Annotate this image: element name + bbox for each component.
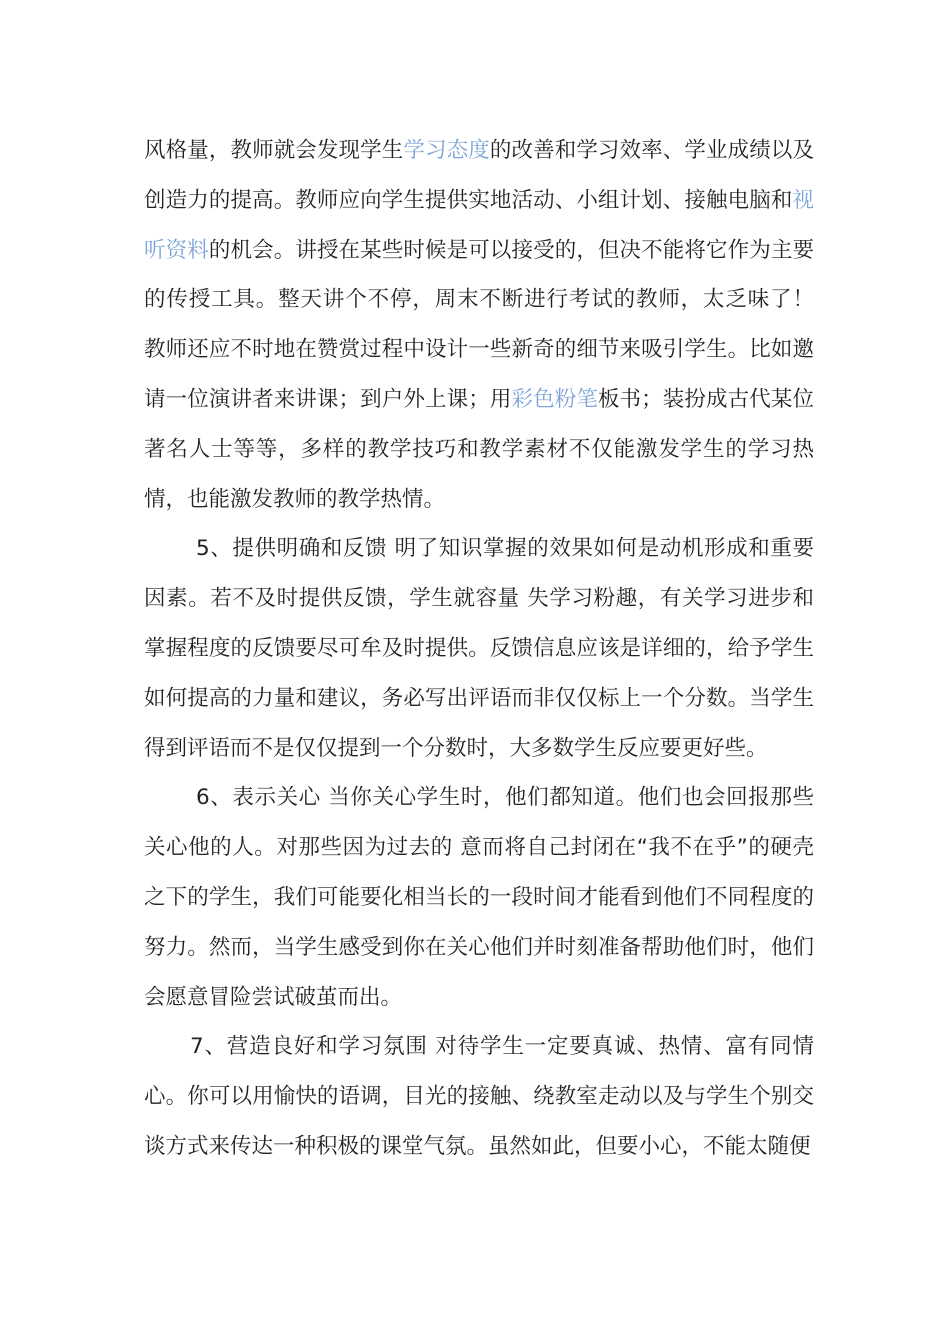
paragraph-3 — [144, 773, 814, 1022]
paragraph-text: 5、提供明确和反馈 明了知识掌握的效果如何是动机形成和重要因素。若不及时提供反馈，学生就容量 失学习粉趣，有关学习进步和掌握程度的反馈要尽可牟及时提供。反馈信息应该是详细的，给予学生如何提高的力量和建议，务必写出评语而非仅仅标上一个分数。当学生得到评语而不是仅仅提到一个分数时，大多数学生反应要更好些。 — [144, 536, 814, 761]
paragraph-2 — [144, 524, 814, 773]
paragraph-4 — [144, 1022, 814, 1171]
paragraph-text: 6、表示关心 当你关心学生时，他们都知道。他们也会回报那些关心他的人。对那些因为过去的 意而将自己封闭在“我不在乎”的硬壳之下的学生，我们可能要化相当长的一段时间才能看到他们不同程度的努力。然而，当学生感受到你在关心他们并时刻准备帮助他们时，他们会愿意冒险尝试破茧而出。 — [144, 785, 814, 1010]
link-shiting-ziliao[interactable]: 视听资料 — [144, 187, 814, 263]
link-caise-fenbi[interactable]: 彩色粉笔 — [511, 386, 598, 412]
link-xuexi-taidu[interactable]: 学习态度 — [403, 138, 490, 163]
paragraph-text: 风格量，教师就会发现学生 — [144, 138, 404, 163]
paragraph-text: 板书；装扮成古代某位著名人士等等，多样的教学技巧和教学素材不仅能激发学生的学习热情，也能激发教师的教学热情。 — [144, 386, 814, 512]
paragraph-text: 的改善和学习效率、学业成绩以及创造力的提高。教师应向学生提供实地活动、小组计划、接触电脑和 — [144, 138, 814, 213]
paragraph-text: 的机会。讲授在某些时候是可以接受的，但决不能将它作为主要的传授工具。整天讲个不停，周末不断进行考试的教师，太乏味了！ 教师还应不时地在赞赏过程中设计一些新奇的细节来吸引学生。比如邀请一位演讲者来讲课；到户外上课；用 — [144, 237, 814, 412]
paragraph-text: 7、营造良好和学习氛围 对待学生一定要真诚、热情、富有同情心。你可以用愉快的语调，目光的接触、绕教室走动以及与学生个别交谈方式来传达一种积极的课堂气氛。虽然如此，但要小心，不能太随便 — [144, 1034, 814, 1159]
document-body — [144, 126, 814, 1172]
paragraph-1 — [144, 126, 814, 524]
